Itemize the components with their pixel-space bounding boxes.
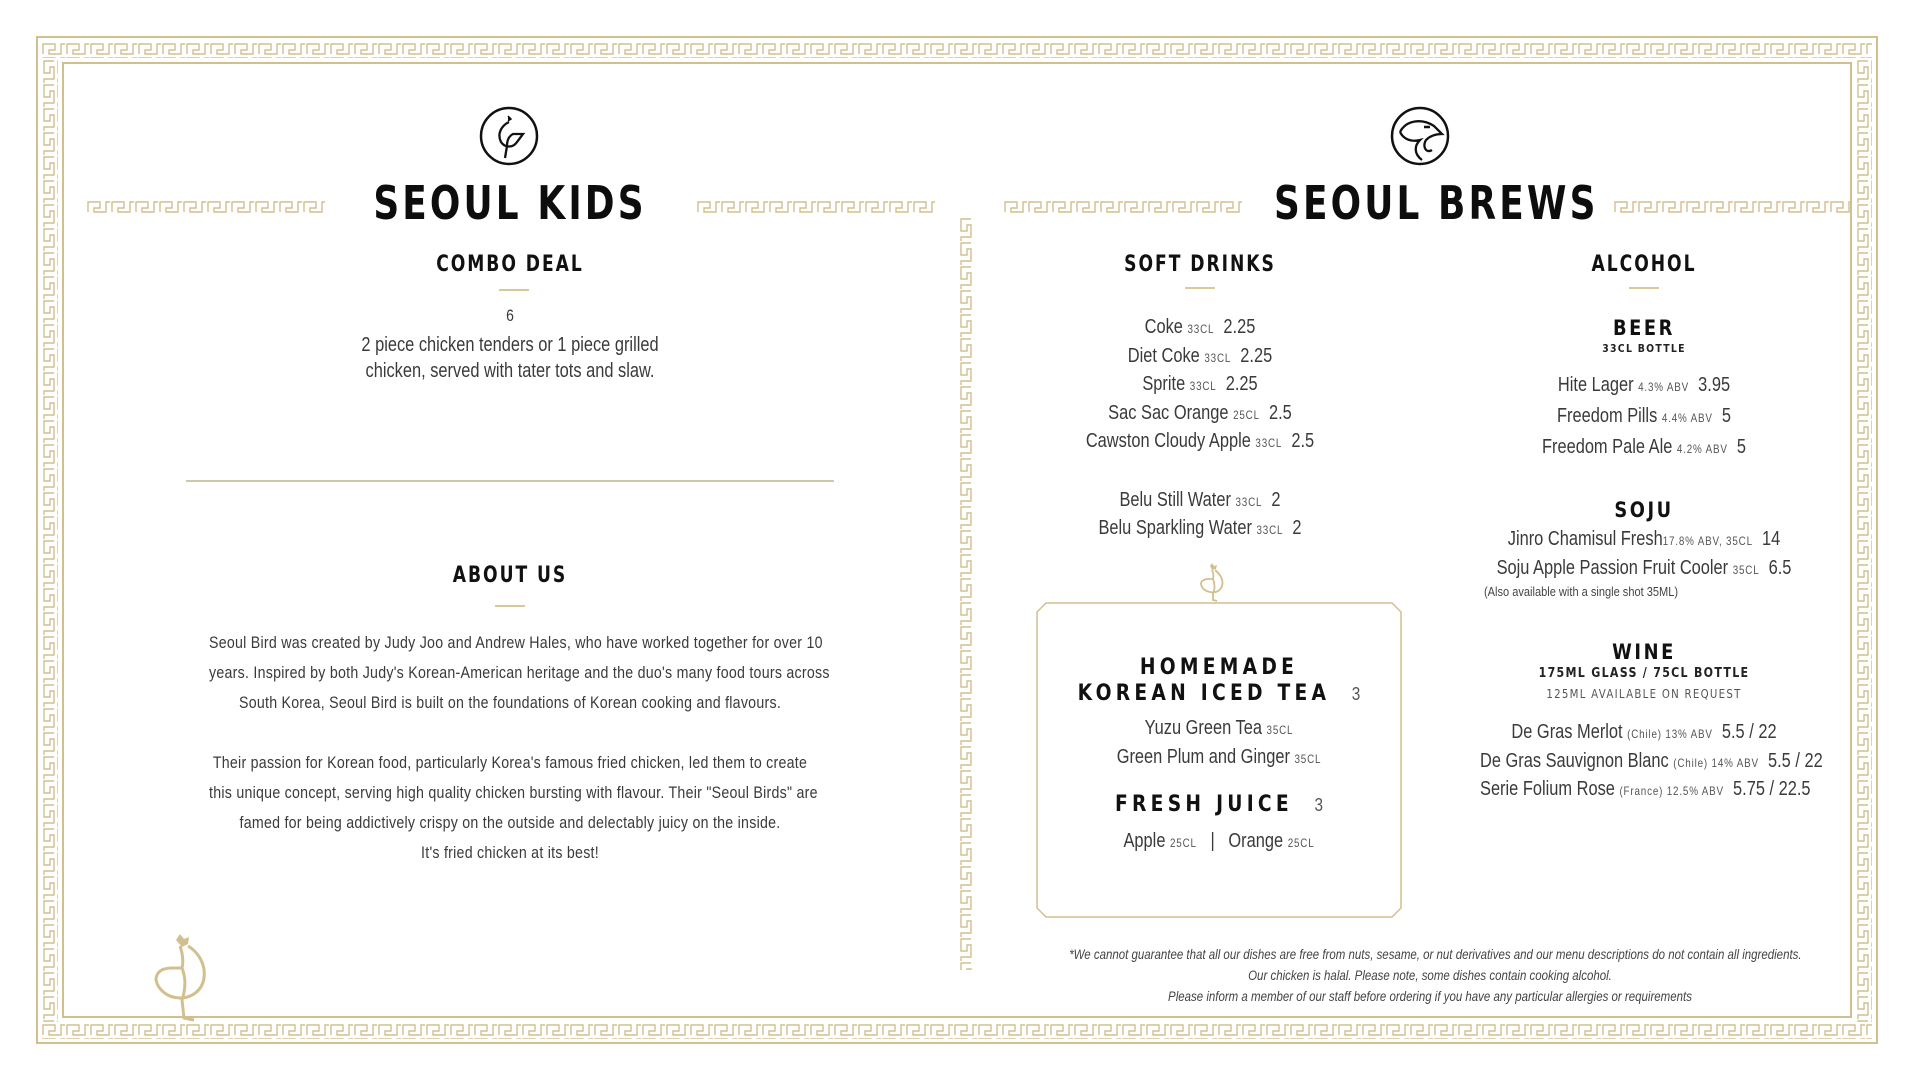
- about-divider-dash: [495, 605, 525, 607]
- soju-item: Soju Apple Passion Fruit Cooler 35CL 6.5: [1496, 556, 1792, 579]
- kids-left-meander: [87, 200, 325, 214]
- combo-description-line-1: 2 piece chicken tenders or 1 piece grilled: [361, 333, 659, 356]
- combo-divider-dash: [499, 289, 529, 291]
- wine-item: De Gras Merlot (Chile) 13% ABV 5.5 / 22: [1511, 721, 1777, 743]
- alcohol-divider-dash: [1629, 287, 1659, 289]
- iced-tea-item: Yuzu Green Tea 35CL: [1144, 717, 1294, 739]
- combo-description-line-2: chicken, served with tater tots and slaw.: [365, 360, 655, 382]
- soft-drink-item: Diet Coke 33CL 2.25: [1127, 344, 1273, 367]
- beer-subheading: 33CL BOTTLE: [1602, 342, 1686, 355]
- fresh-juice-heading: FRESH JUICE 3: [1115, 792, 1323, 817]
- wine-item: De Gras Sauvignon Blanc (Chile) 14% ABV 5.5 / 22: [1480, 749, 1823, 772]
- brews-title: SEOUL BREWS: [1274, 176, 1599, 230]
- beer-item: Freedom Pale Ale 4.2% ABV 5: [1541, 436, 1747, 458]
- iced-tea-heading-line-1: HOMEMADE: [1139, 655, 1299, 680]
- brews-right-meander: [1614, 200, 1852, 214]
- bottom-meander-border: [42, 1023, 1872, 1039]
- water-item: Belu Still Water 33CL 2: [1119, 488, 1281, 511]
- soju-note: (Also available with a single shot 35ML): [1484, 584, 1679, 599]
- beer-block: [1444, 316, 1844, 464]
- iced-tea-block: [1036, 655, 1402, 857]
- small-rooster-icon: [1198, 562, 1228, 602]
- center-meander-divider: [959, 218, 973, 970]
- soju-item: Jinro Chamisul Fresh17.8% ABV, 35CL 14: [1507, 528, 1781, 550]
- iced-tea-item: Green Plum and Ginger 35CL: [1116, 745, 1322, 768]
- alcohol-heading: ALCOHOL: [1591, 252, 1697, 277]
- right-meander-border: [1856, 60, 1872, 1022]
- beer-item: Freedom Pills 4.4% ABV 5: [1557, 405, 1731, 427]
- soft-drink-item: Sprite 33CL 2.25: [1142, 373, 1258, 395]
- fresh-juice-items: Apple 25CL | Orange 25CL: [1123, 830, 1315, 852]
- kids-right-meander: [697, 200, 935, 214]
- combo-price: 6: [506, 306, 514, 325]
- soft-drink-item: Cawston Cloudy Apple 33CL 2.5: [1085, 430, 1315, 452]
- soft-drink-item: Sac Sac Orange 25CL 2.5: [1108, 401, 1292, 424]
- bird-head-circle-icon: [1390, 106, 1450, 166]
- soft-drink-item: Coke 33CL 2.25: [1144, 316, 1256, 338]
- iced-tea-heading-line-2: KOREAN ICED TEA 3: [1077, 681, 1361, 706]
- combo-deal-heading: COMBO DEAL: [436, 252, 584, 277]
- wine-item: Serie Folium Rose (France) 12.5% ABV 5.75 / 22.5: [1480, 778, 1811, 800]
- wine-subheading-2: 125ML AVAILABLE ON REQUEST: [1546, 687, 1742, 701]
- rooster-circle-icon: [479, 106, 539, 166]
- wine-block: [1444, 640, 1844, 805]
- left-meander-border: [42, 60, 58, 1022]
- wine-heading: WINE: [1612, 640, 1676, 664]
- soju-block: [1444, 498, 1844, 601]
- rooster-outline-icon: [150, 930, 214, 1024]
- about-us-heading: ABOUT US: [452, 563, 568, 588]
- soju-heading: SOJU: [1614, 498, 1674, 522]
- soft-drinks-heading: SOFT DRINKS: [1124, 252, 1276, 277]
- soft-drinks-list: [1000, 314, 1400, 544]
- soft-drinks-divider-dash: [1185, 287, 1215, 289]
- kids-section-divider: [186, 480, 834, 482]
- about-paragraph-2: Their passion for Korean food, particularly Korea's famous fried chicken, led them to create this unique concept, serving high quality chicken bursting with flavour. Their "Seoul Birds" are famed for being addictively crispy on the outside and delectably juicy on the inside. It's fried chicken at its best!: [209, 754, 818, 862]
- brews-left-meander: [1004, 200, 1242, 214]
- wine-subheading: 175ML GLASS / 75CL BOTTLE: [1538, 666, 1750, 681]
- about-paragraph-1: Seoul Bird was created by Judy Joo and Andrew Hales, who have worked together for over 10 years. Inspired by both Judy's Korean-American heritage and the duo's many food tours across South Korea, Seoul Bird is built on the foundations of Korean cooking and flavours.: [209, 634, 830, 712]
- water-item: Belu Sparkling Water 33CL 2: [1098, 517, 1302, 539]
- beer-heading: BEER: [1613, 316, 1675, 340]
- kids-title: SEOUL KIDS: [373, 176, 647, 230]
- top-meander-border: [42, 42, 1872, 58]
- beer-item: Hite Lager 4.3% ABV 3.95: [1557, 374, 1731, 396]
- allergen-disclaimer: *We cannot guarantee that all our dishes are free from nuts, sesame, or nut derivatives and our menu descriptions do not contain all ingredients. Our chicken is halal. Please note, some dishes contain cooking alcohol. Please inform a member of our staff before ordering if you have any particular allergies or requirements: [1069, 946, 1802, 1004]
